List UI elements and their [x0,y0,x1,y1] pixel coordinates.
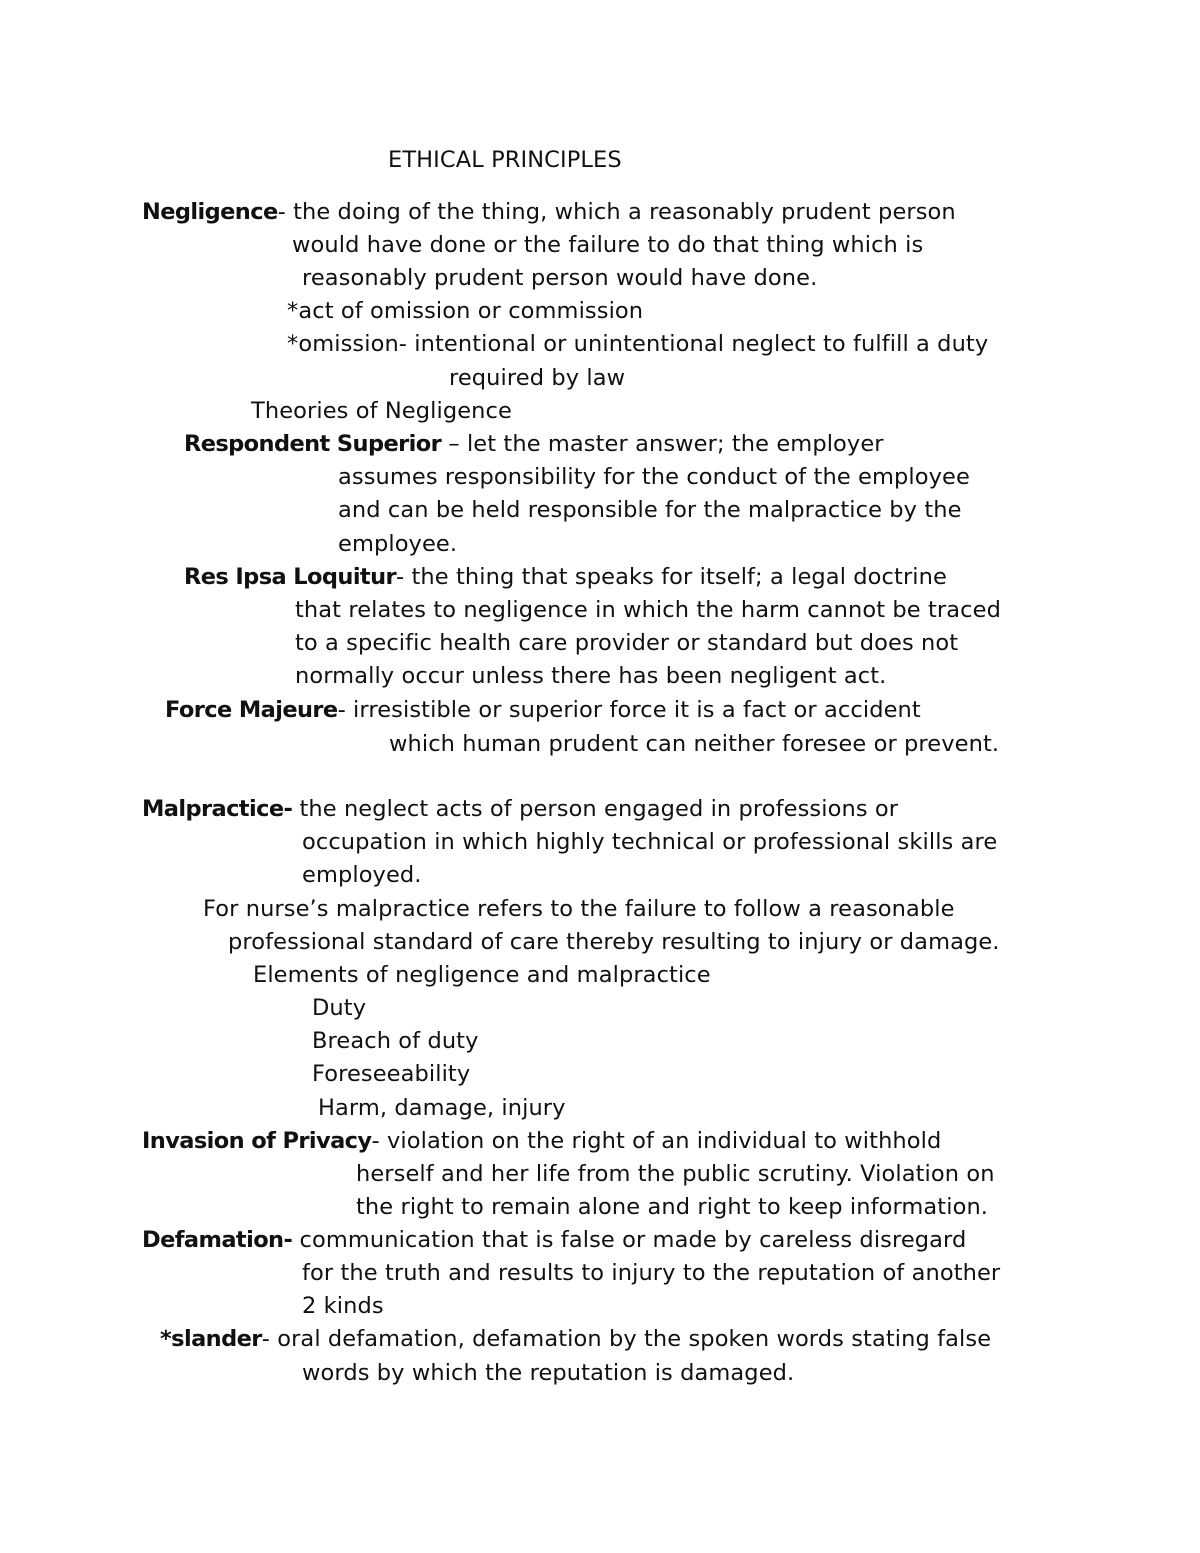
negligence-note-3-text: required by law [449,365,626,391]
slander-line-1 [160,1325,991,1353]
invasion-line-3 [356,1193,988,1221]
negligence-term: Negligence [142,199,278,225]
element-duty: Duty [312,995,367,1021]
force-majeure-line-2 [389,730,999,758]
malpractice-line-3 [302,861,422,889]
theories-heading-text: Theories of Negligence [251,398,512,424]
respondent-superior-line-4 [338,530,457,558]
res-ipsa-line-3 [295,629,958,657]
nurse-malpractice-line-1 [203,895,955,923]
respondent-superior-def-4: employee. [338,531,458,557]
respondent-superior-term: Respondent Superior [184,431,442,457]
malpractice-def-3: employed. [302,862,422,888]
res-ipsa-line-4 [295,662,886,690]
invasion-def-2: herself and her life from the public scrutiny. Violation on [356,1161,995,1187]
respondent-superior-line-2 [338,463,970,491]
malpractice-def-2: occupation in which highly technical or professional skills are [302,829,998,855]
element-item [318,1094,566,1122]
res-ipsa-def-4: normally occur unless there has been negligent act. [295,663,887,689]
element-breach-of-duty: Breach of duty [312,1028,479,1054]
slander-line-2 [302,1359,794,1387]
negligence-definition-line-3 [302,264,817,292]
element-foreseeability: Foreseeability [312,1061,471,1087]
res-ipsa-line-2 [295,596,1001,624]
element-item [312,1060,470,1088]
defamation-term: Defamation- [142,1227,293,1253]
respondent-superior-def-1: – let the master answer; the employer [441,431,884,457]
slander-def-1: - oral defamation, defamation by the spoken words stating false [261,1326,992,1352]
respondent-superior-line-1 [184,430,884,458]
respondent-superior-def-2: assumes responsibility for the conduct of the employee [338,464,970,490]
negligence-def-3: reasonably prudent person would have done. [302,265,818,291]
res-ipsa-def-3: to a specific health care provider or standard but does not [295,630,959,656]
slander-def-2: words by which the reputation is damaged. [302,1360,795,1386]
elements-heading-text: Elements of negligence and malpractice [253,962,711,988]
force-majeure-def-1: - irresistible or superior force it is a fact or accident [337,697,921,723]
res-ipsa-def-2: that relates to negligence in which the harm cannot be traced [295,597,1001,623]
defamation-line-3 [302,1292,384,1320]
negligence-note-2-text: *omission- intentional or unintentional neglect to fulfill a duty [287,331,989,357]
defamation-line-1 [142,1226,966,1254]
res-ipsa-term: Res Ipsa Loquitur [184,564,396,590]
negligence-note-1 [287,297,643,325]
malpractice-line-2 [302,828,997,856]
invasion-def-1: - violation on the right of an individual to withhold [371,1128,942,1154]
element-harm: Harm, damage, injury [318,1095,566,1121]
malpractice-term: Malpractice- [142,796,293,822]
title-text: ETHICAL PRINCIPLES [388,147,622,173]
slander-term: *slander [160,1326,262,1352]
respondent-superior-def-3: and can be held responsible for the malpractice by the [338,497,962,523]
res-ipsa-line-1 [184,563,947,591]
force-majeure-line-1 [165,696,921,724]
nurse-malpractice-line-2 [228,928,1000,956]
defamation-def-2: for the truth and results to injury to the reputation of another [302,1260,1001,1286]
theories-heading [251,397,512,425]
negligence-definition-line-2 [292,231,923,259]
negligence-def-1: - the doing of the thing, which a reasonably prudent person [277,199,956,225]
res-ipsa-def-1: - the thing that speaks for itself; a legal doctrine [396,564,947,590]
force-majeure-def-2: which human prudent can neither foresee or prevent. [389,731,1000,757]
elements-heading [253,961,711,989]
respondent-superior-line-3 [338,496,962,524]
invasion-line-1 [142,1127,941,1155]
invasion-term: Invasion of Privacy [142,1128,372,1154]
invasion-def-3: the right to remain alone and right to keep information. [356,1194,989,1220]
negligence-note-3 [449,364,625,392]
defamation-def-1: communication that is false or made by careless disregard [292,1227,967,1253]
nurse-malpractice-text-2: professional standard of care thereby resulting to injury or damage. [228,929,1000,955]
defamation-def-3: 2 kinds [302,1293,384,1319]
malpractice-def-1: the neglect acts of person engaged in professions or [292,796,899,822]
defamation-line-2 [302,1259,1000,1287]
negligence-note-1-text: *act of omission or commission [287,298,644,324]
invasion-line-2 [356,1160,995,1188]
element-item [312,994,366,1022]
nurse-malpractice-text-1: For nurse’s malpractice refers to the failure to follow a reasonable [203,896,955,922]
negligence-note-2 [287,330,988,358]
force-majeure-term: Force Majeure [165,697,338,723]
element-item [312,1027,479,1055]
malpractice-line-1 [142,795,898,823]
document-title [388,146,622,174]
negligence-def-2: would have done or the failure to do that thing which is [292,232,924,258]
negligence-definition-line-1 [142,198,956,226]
